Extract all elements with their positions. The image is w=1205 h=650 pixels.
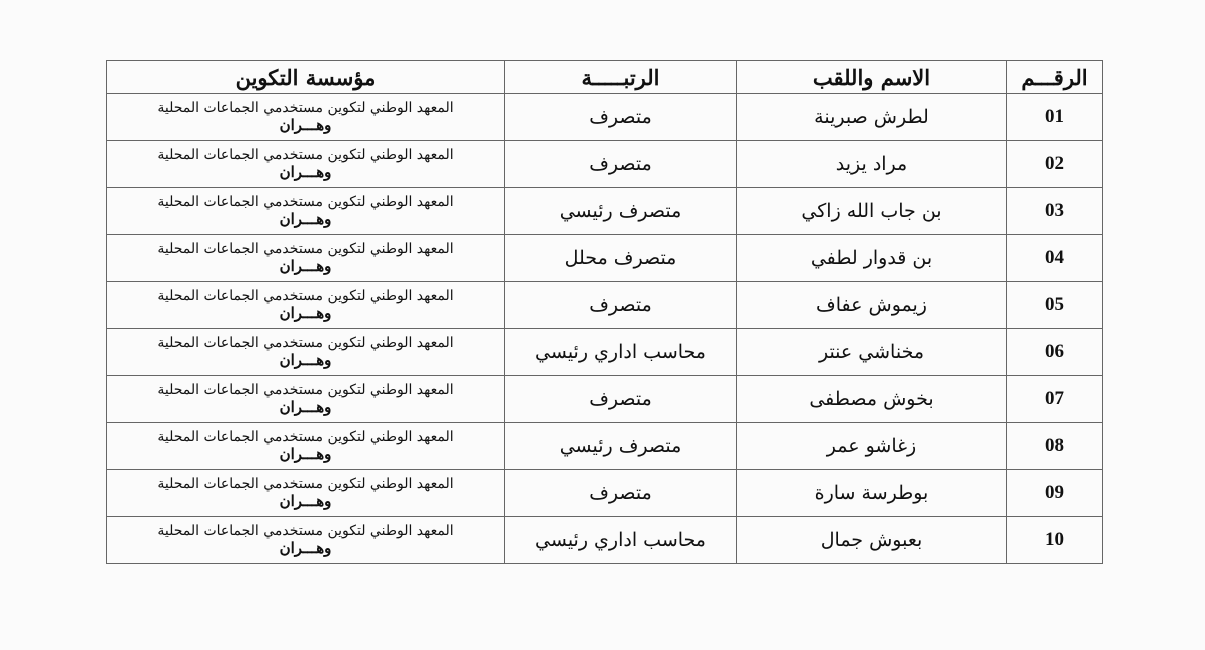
institution-name: المعهد الوطني لتكوين مستخدمي الجماعات المحلية [157,523,454,539]
row-rank: محاسب اداري رئيسي [505,517,737,564]
table-row [107,376,1103,423]
row-rank: محاسب اداري رئيسي [505,329,737,376]
row-name: بعبوش جمال [737,517,1007,564]
row-rank: متصرف رئيسي [505,188,737,235]
table-row [107,423,1103,470]
header-name: الاسم واللقب [737,61,1007,94]
row-rank: متصرف محلل [505,235,737,282]
row-name: زغاشو عمر [737,423,1007,470]
row-rank: متصرف [505,141,737,188]
row-institution [107,329,505,376]
row-number: 03 [1007,188,1103,235]
row-institution [107,282,505,329]
row-rank: متصرف [505,376,737,423]
trainees-table [106,60,1103,564]
institution-city: وهـــران [279,304,332,322]
row-number: 05 [1007,282,1103,329]
row-name: بوطرسة سارة [737,470,1007,517]
row-institution [107,141,505,188]
row-name: مخناشي عنتر [737,329,1007,376]
institution-city: وهـــران [279,163,332,181]
row-institution [107,470,505,517]
institution-city: وهـــران [279,116,332,134]
institution-city: وهـــران [279,445,332,463]
row-number: 06 [1007,329,1103,376]
row-name: بن جاب الله زاكي [737,188,1007,235]
row-name: بخوش مصطفى [737,376,1007,423]
row-number: 09 [1007,470,1103,517]
institution-name: المعهد الوطني لتكوين مستخدمي الجماعات المحلية [157,335,454,351]
row-number: 01 [1007,94,1103,141]
institution-name: المعهد الوطني لتكوين مستخدمي الجماعات المحلية [157,100,454,116]
row-name: بن قدوار لطفي [737,235,1007,282]
institution-city: وهـــران [279,492,332,510]
header-number: الرقـــم [1007,61,1103,94]
row-number: 04 [1007,235,1103,282]
institution-name: المعهد الوطني لتكوين مستخدمي الجماعات المحلية [157,288,454,304]
row-number: 02 [1007,141,1103,188]
institution-name: المعهد الوطني لتكوين مستخدمي الجماعات المحلية [157,194,454,210]
table-row [107,188,1103,235]
institution-city: وهـــران [279,398,332,416]
row-institution [107,94,505,141]
table-row [107,94,1103,141]
row-name: لطرش صبرينة [737,94,1007,141]
row-institution [107,517,505,564]
institution-name: المعهد الوطني لتكوين مستخدمي الجماعات المحلية [157,476,454,492]
institution-city: وهـــران [279,539,332,557]
table-row [107,235,1103,282]
row-number: 10 [1007,517,1103,564]
table-row [107,329,1103,376]
row-institution [107,235,505,282]
table-body [107,94,1103,564]
row-rank: متصرف [505,282,737,329]
institution-city: وهـــران [279,257,332,275]
row-rank: متصرف [505,470,737,517]
row-institution [107,188,505,235]
institution-name: المعهد الوطني لتكوين مستخدمي الجماعات المحلية [157,241,454,257]
row-institution [107,376,505,423]
institution-city: وهـــران [279,351,332,369]
row-number: 08 [1007,423,1103,470]
row-institution [107,423,505,470]
row-rank: متصرف [505,94,737,141]
header-rank: الرتبـــــة [505,61,737,94]
table-header [107,61,1103,94]
institution-name: المعهد الوطني لتكوين مستخدمي الجماعات المحلية [157,429,454,445]
institution-name: المعهد الوطني لتكوين مستخدمي الجماعات المحلية [157,382,454,398]
row-number: 07 [1007,376,1103,423]
row-rank: متصرف رئيسي [505,423,737,470]
table-row [107,141,1103,188]
institution-name: المعهد الوطني لتكوين مستخدمي الجماعات المحلية [157,147,454,163]
header-institution: مؤسسة التكوين [107,61,505,94]
table-row [107,517,1103,564]
row-name: مراد يزيد [737,141,1007,188]
row-name: زيموش عفاف [737,282,1007,329]
table-row [107,282,1103,329]
header-row [107,61,1103,94]
table-row [107,470,1103,517]
institution-city: وهـــران [279,210,332,228]
